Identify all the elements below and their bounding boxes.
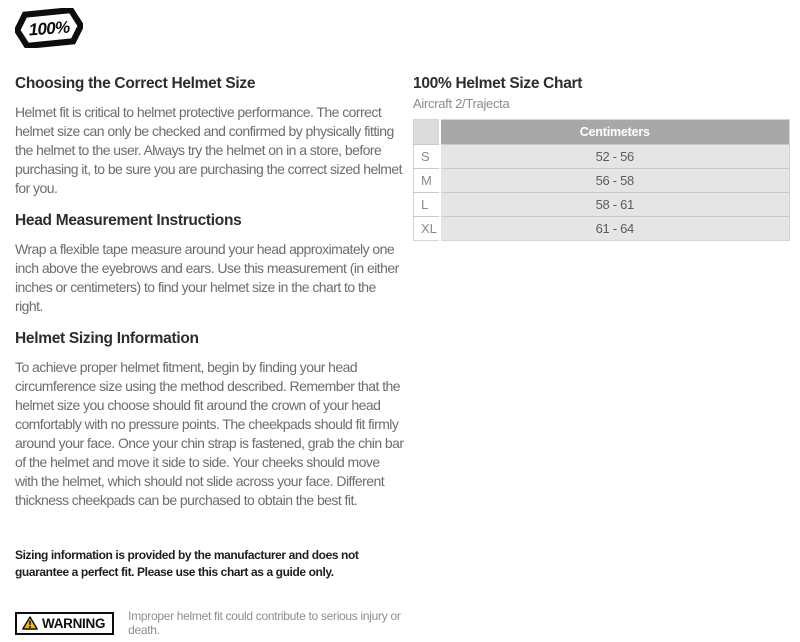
warning-row: [15, 609, 405, 637]
warning-label: WARNING: [42, 615, 106, 631]
warning-text: Improper helmet fit could contribute to serious injury or death.: [128, 609, 401, 637]
size-cell: S: [414, 145, 440, 169]
range-cell: 52 - 56: [440, 145, 790, 169]
size-chart-subtitle: Aircraft 2/Trajecta: [413, 96, 510, 111]
disclaimer-text: Sizing information is provided by the manufacturer and does not guarantee a perfect fit. Please use this chart as a guide only.: [15, 548, 359, 579]
section-head-measurement: [15, 212, 405, 316]
section-choosing-size: [15, 75, 405, 198]
range-cell: 58 - 61: [440, 193, 790, 217]
warning-badge: [15, 612, 114, 635]
svg-text:100%: 100%: [28, 17, 71, 40]
section-heading: Choosing the Correct Helmet Size: [15, 75, 256, 92]
brand-logo-icon: [15, 8, 83, 48]
table-row: [414, 145, 790, 169]
size-cell: L: [414, 193, 440, 217]
brand-logo: [15, 8, 790, 46]
centimeters-header: Centimeters: [440, 120, 790, 145]
content-columns: [15, 75, 790, 637]
table-row: [414, 169, 790, 193]
size-cell: XL: [414, 217, 440, 241]
table-row: [414, 217, 790, 241]
table-header-row: [414, 120, 790, 145]
range-cell: 56 - 58: [440, 169, 790, 193]
table-row: [414, 193, 790, 217]
size-chart-column: [413, 75, 790, 241]
table-corner-cell: [414, 120, 440, 145]
section-sizing-information: [15, 330, 405, 510]
section-body: Helmet fit is critical to helmet protective performance. The correct helmet size can only be checked and confirmed by physically fitting the helmet to the user. Always try the helmet on in a store, before purchasing it, to be sure you are purchasing the correct sized helmet for you.: [15, 104, 402, 196]
section-heading: Helmet Sizing Information: [15, 330, 199, 347]
size-cell: M: [414, 169, 440, 193]
section-body: Wrap a flexible tape measure around your head approximately one inch above the eyebrows and ears. Use this measurement (in either inches or centimeters) to find your helmet size in the chart to the right.: [15, 241, 399, 314]
warning-triangle-icon: [22, 616, 38, 630]
size-chart-title: 100% Helmet Size Chart: [413, 75, 583, 92]
size-chart-table: [413, 119, 790, 241]
range-cell: 61 - 64: [440, 217, 790, 241]
sizing-info-column: [15, 75, 405, 637]
section-body: To achieve proper helmet fitment, begin by finding your head circumference size using the method described. Remember that the helmet size you choose should fit around the crown of your head comfortably with no pressure points. The cheekpads should fit firmly around your face. Once your chin strap is fastened, grab the chin bar of the helmet and move it side to side. Your cheeks should move with the helmet, which should not slide across your face. Different thickness cheekpads can be purchased to obtain the best fit.: [15, 359, 404, 508]
section-heading: Head Measurement Instructions: [15, 212, 242, 229]
